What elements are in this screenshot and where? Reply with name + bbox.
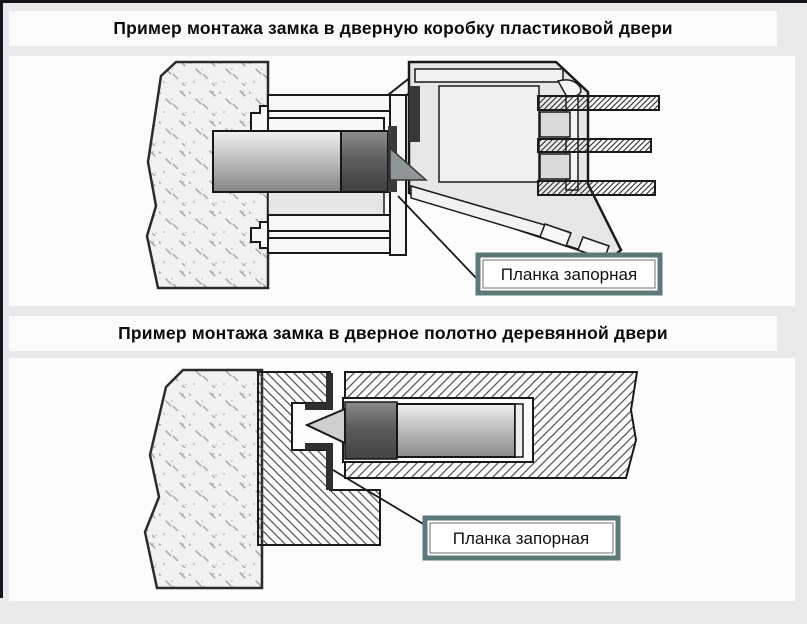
section-title-wooden-door: Пример монтажа замка в дверное полотно деревянной двери xyxy=(9,316,777,351)
callout-label: Планка запорная xyxy=(452,529,590,548)
frame-left-border xyxy=(0,0,3,598)
frame-top-border xyxy=(0,0,807,3)
diagram-wooden-door xyxy=(9,358,795,601)
plastic-door-drawing xyxy=(9,56,795,306)
door-panel-bar xyxy=(538,139,651,152)
callout-strike-plate xyxy=(478,255,660,293)
section-title-plastic-door: Пример монтажа замка в дверную коробку пластиковой двери xyxy=(9,11,777,46)
door-slot xyxy=(409,86,420,142)
callout-label: Планка запорная xyxy=(500,265,638,284)
diagram-plastic-door xyxy=(9,56,795,306)
wall-section xyxy=(145,370,262,588)
door-panel-bar xyxy=(538,96,659,110)
lock-bolt xyxy=(213,131,388,192)
latch-wedge xyxy=(307,409,345,443)
wooden-door-drawing xyxy=(9,358,795,601)
callout-strike-plate xyxy=(425,518,618,558)
door-leaf-profile xyxy=(409,62,659,260)
lock-body xyxy=(343,398,533,462)
door-panel-bar xyxy=(538,181,655,195)
